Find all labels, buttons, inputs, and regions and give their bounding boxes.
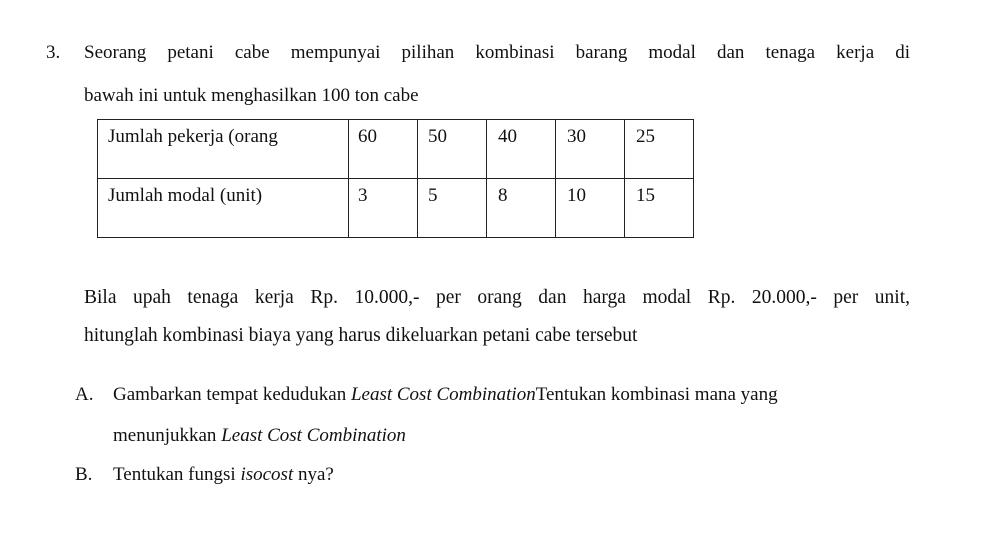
item-a-marker: A. — [75, 384, 94, 405]
table-cell — [487, 179, 556, 238]
paragraph-line-2: hitunglah kombinasi biaya yang harus dikeluarkan petani cabe tersebut — [84, 325, 638, 346]
table-cell — [556, 179, 625, 238]
data-table — [97, 119, 694, 238]
item-b-line — [113, 464, 334, 486]
workers-value-5: 25 — [636, 126, 655, 147]
item-a-line-1-suffix: Tentukan kombinasi mana yang — [535, 384, 778, 405]
workers-value-4: 30 — [567, 126, 586, 147]
workers-value-1: 60 — [358, 126, 377, 147]
workers-value-2: 50 — [428, 126, 447, 147]
capital-value-1: 3 — [358, 185, 368, 206]
question-number: 3. — [46, 42, 61, 63]
paragraph-line-1: Bila upah tenaga kerja Rp. 10.000,- per orang dan harga modal Rp. 20.000,- per unit, — [84, 287, 910, 308]
capital-value-3: 8 — [498, 185, 508, 206]
table-cell — [349, 179, 418, 238]
workers-value-3: 40 — [498, 126, 517, 147]
capital-value-4: 10 — [567, 185, 586, 206]
capital-label: Jumlah modal (unit) — [108, 185, 263, 206]
table-row-workers — [98, 120, 694, 179]
item-b-italic: isocost — [240, 464, 294, 485]
table-cell-label — [98, 120, 349, 179]
table-cell — [556, 120, 625, 179]
workers-label: Jumlah pekerja (orang — [108, 126, 278, 147]
table-cell — [349, 120, 418, 179]
item-a-line-2 — [113, 425, 406, 447]
table-cell — [418, 179, 487, 238]
table-cell — [418, 120, 487, 179]
item-a-line-2-italic: Least Cost Combination — [221, 425, 406, 446]
question-intro-line-2: bawah ini untuk menghasilkan 100 ton cabe — [84, 85, 419, 106]
table-row-capital — [98, 179, 694, 238]
capital-value-2: 5 — [428, 185, 438, 206]
item-b-prefix: Tentukan fungsi — [113, 464, 241, 485]
table-cell — [625, 120, 694, 179]
item-b-suffix: nya? — [293, 464, 334, 485]
table-cell — [487, 120, 556, 179]
table-cell — [625, 179, 694, 238]
item-b-marker: B. — [75, 464, 93, 485]
question-intro-line-1: Seorang petani cabe mempunyai pilihan kombinasi barang modal dan tenaga kerja di — [84, 42, 910, 63]
capital-value-5: 15 — [636, 185, 655, 206]
item-a-line-1 — [113, 384, 778, 406]
table-cell-label — [98, 179, 349, 238]
item-a-line-1-prefix: Gambarkan tempat kedudukan — [113, 384, 351, 405]
item-a-line-1-italic: Least Cost Combination — [350, 384, 536, 405]
item-a-line-2-prefix: menunjukkan — [113, 425, 222, 446]
